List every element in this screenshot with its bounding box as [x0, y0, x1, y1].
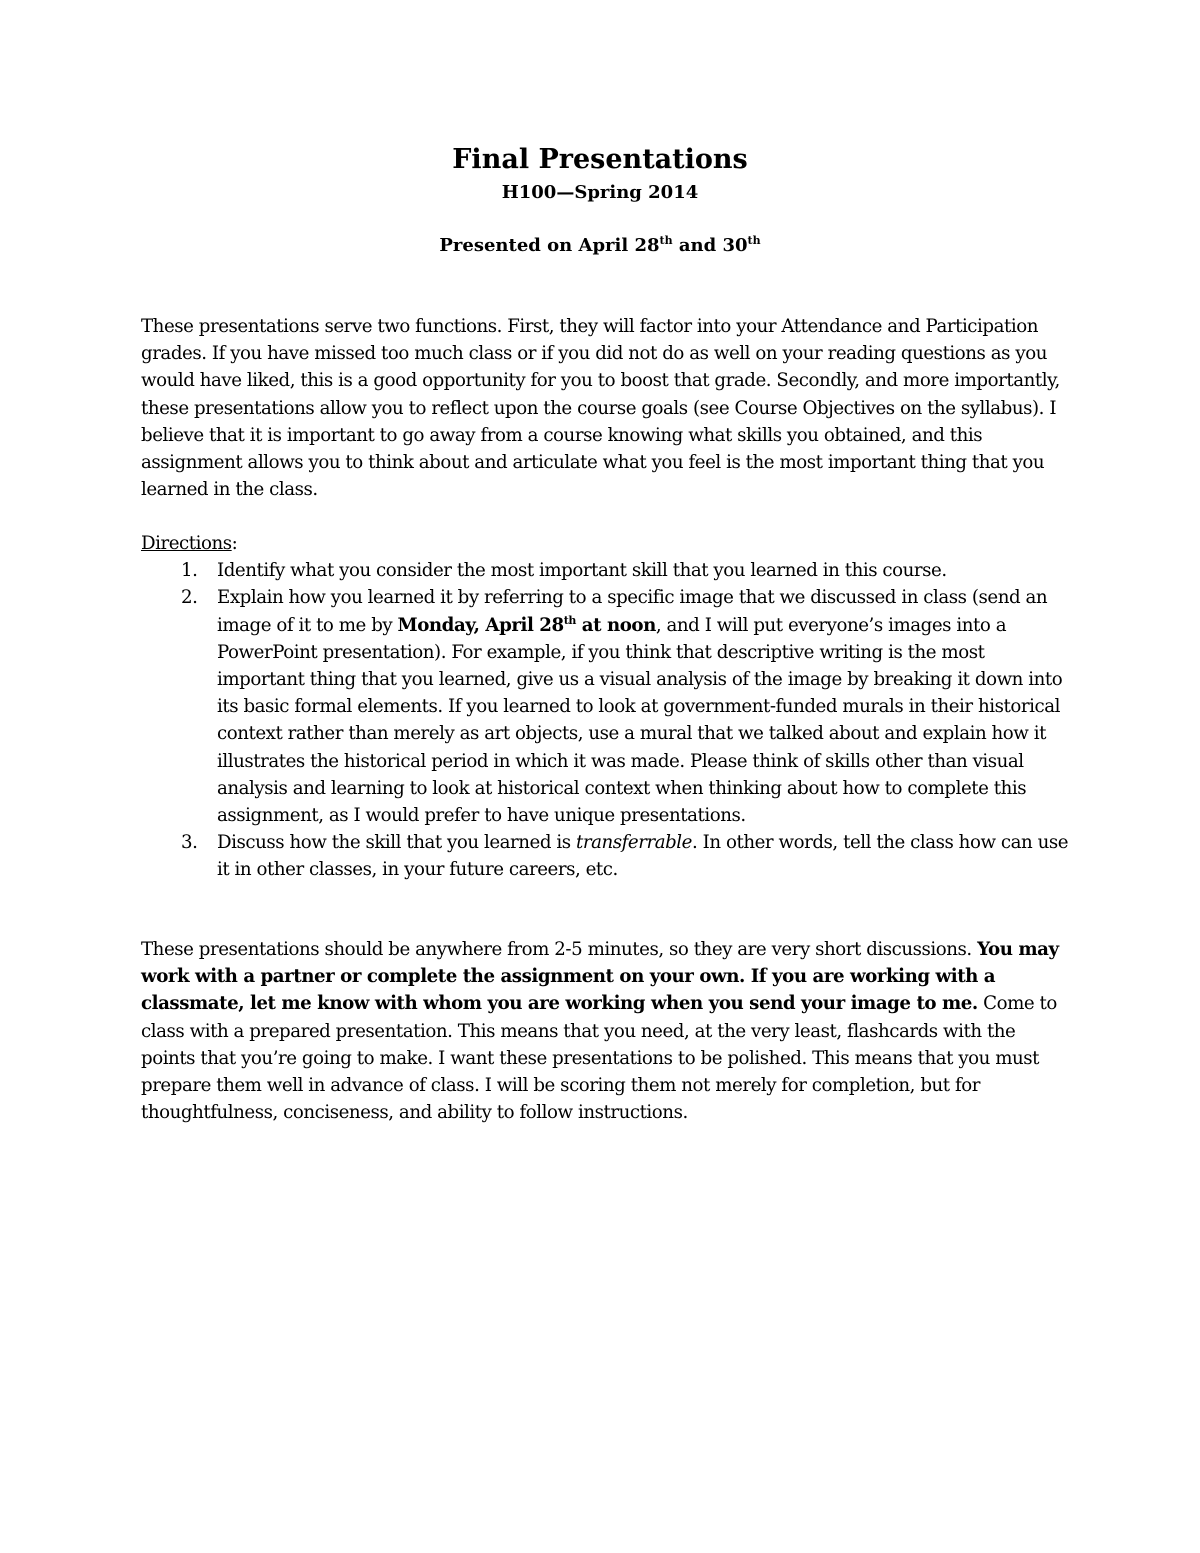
document-title: Final Presentations	[452, 144, 748, 175]
deadline-date: Monday, April 28	[397, 614, 564, 636]
directions-section	[141, 530, 1071, 884]
list-item	[141, 829, 1071, 883]
deadline-emphasis	[398, 615, 656, 636]
deadline-sup: th	[563, 613, 576, 627]
directions-heading	[141, 530, 1071, 557]
directions-list	[141, 557, 1071, 883]
presented-prefix: Presented on April 28	[439, 235, 660, 256]
closing-text-continued: Come to class with a prepared presentation. This means that you need, at the very least, flashcards with the points that you’re going to make. I want these presentations to be polished. This means that you must prepare them well in advance of class. I will be scoring them not merely for completion, but for thoughtfulness, conciseness, and ability to follow instructions.	[141, 993, 1057, 1124]
directions-label: Directions	[141, 533, 232, 554]
list-item-number: 3.	[181, 832, 198, 854]
partner-instructions: You may work with a partner or complete the assignment on your own. If you are working with a classmate, let me know with whom you are working when you send your image to me.	[141, 939, 1059, 1015]
presented-sup-first: th	[659, 234, 673, 247]
italic-emphasis: transferrable	[575, 832, 692, 854]
list-item-text: Identify what you consider the most important skill that you learned in this course.	[217, 560, 947, 582]
list-item	[141, 584, 1071, 829]
closing-text: These presentations should be anywhere from 2-5 minutes, so they are very short discussions.	[141, 939, 978, 960]
presentation-dates	[0, 233, 1200, 259]
presented-sup-second: th	[747, 234, 761, 247]
list-item-text: Discuss how the skill that you learned is	[217, 832, 576, 854]
list-item-number: 2.	[181, 587, 198, 609]
list-item-text-continued: , and I will put everyone’s images into a PowerPoint presentation). For example, if you think that descriptive writing is the most important thing that you learned, give us a visual analysis of the image by breaking it down into its basic formal elements. If you learned to look at government-funded murals in their historical context rather than merely as art objects, use a mural that we talked about and explain how it illustrates the historical period in which it was made. Please think of skills other than visual analysis and learning to look at historical context when thinking about how to complete this assignment, as I would prefer to have unique presentations.	[217, 614, 1063, 827]
list-item-text-continued: . In other words, tell the class how can use it in other classes, in your future careers, etc.	[217, 832, 1069, 881]
list-item-number: 1.	[181, 560, 198, 582]
closing-paragraph	[141, 936, 1071, 1126]
list-item	[141, 557, 1071, 584]
presented-mid: and 30	[672, 235, 748, 256]
directions-colon: :	[231, 533, 238, 554]
deadline-time: at noon	[575, 614, 656, 636]
course-subtitle: H100—Spring 2014	[501, 182, 699, 203]
intro-paragraph: These presentations serve two functions. First, they will factor into your Attendance and Participation grades. If you have missed too much class or if you did not do as well on your reading questions as you would have liked, this is a good opportunity for you to boost that grade. Secondly, and more importantly, these presentations allow you to reflect upon the course goals (see Course Objectives on the syllabus). I believe that it is important to go away from a course knowing what skills you obtained, and this assignment allows you to think about and articulate what you feel is the most important thing that you learned in the class.	[141, 316, 1060, 501]
list-item-text: Explain how you learned it by referring to a specific image that we discussed in class (send an image of it to me by	[217, 587, 1048, 636]
